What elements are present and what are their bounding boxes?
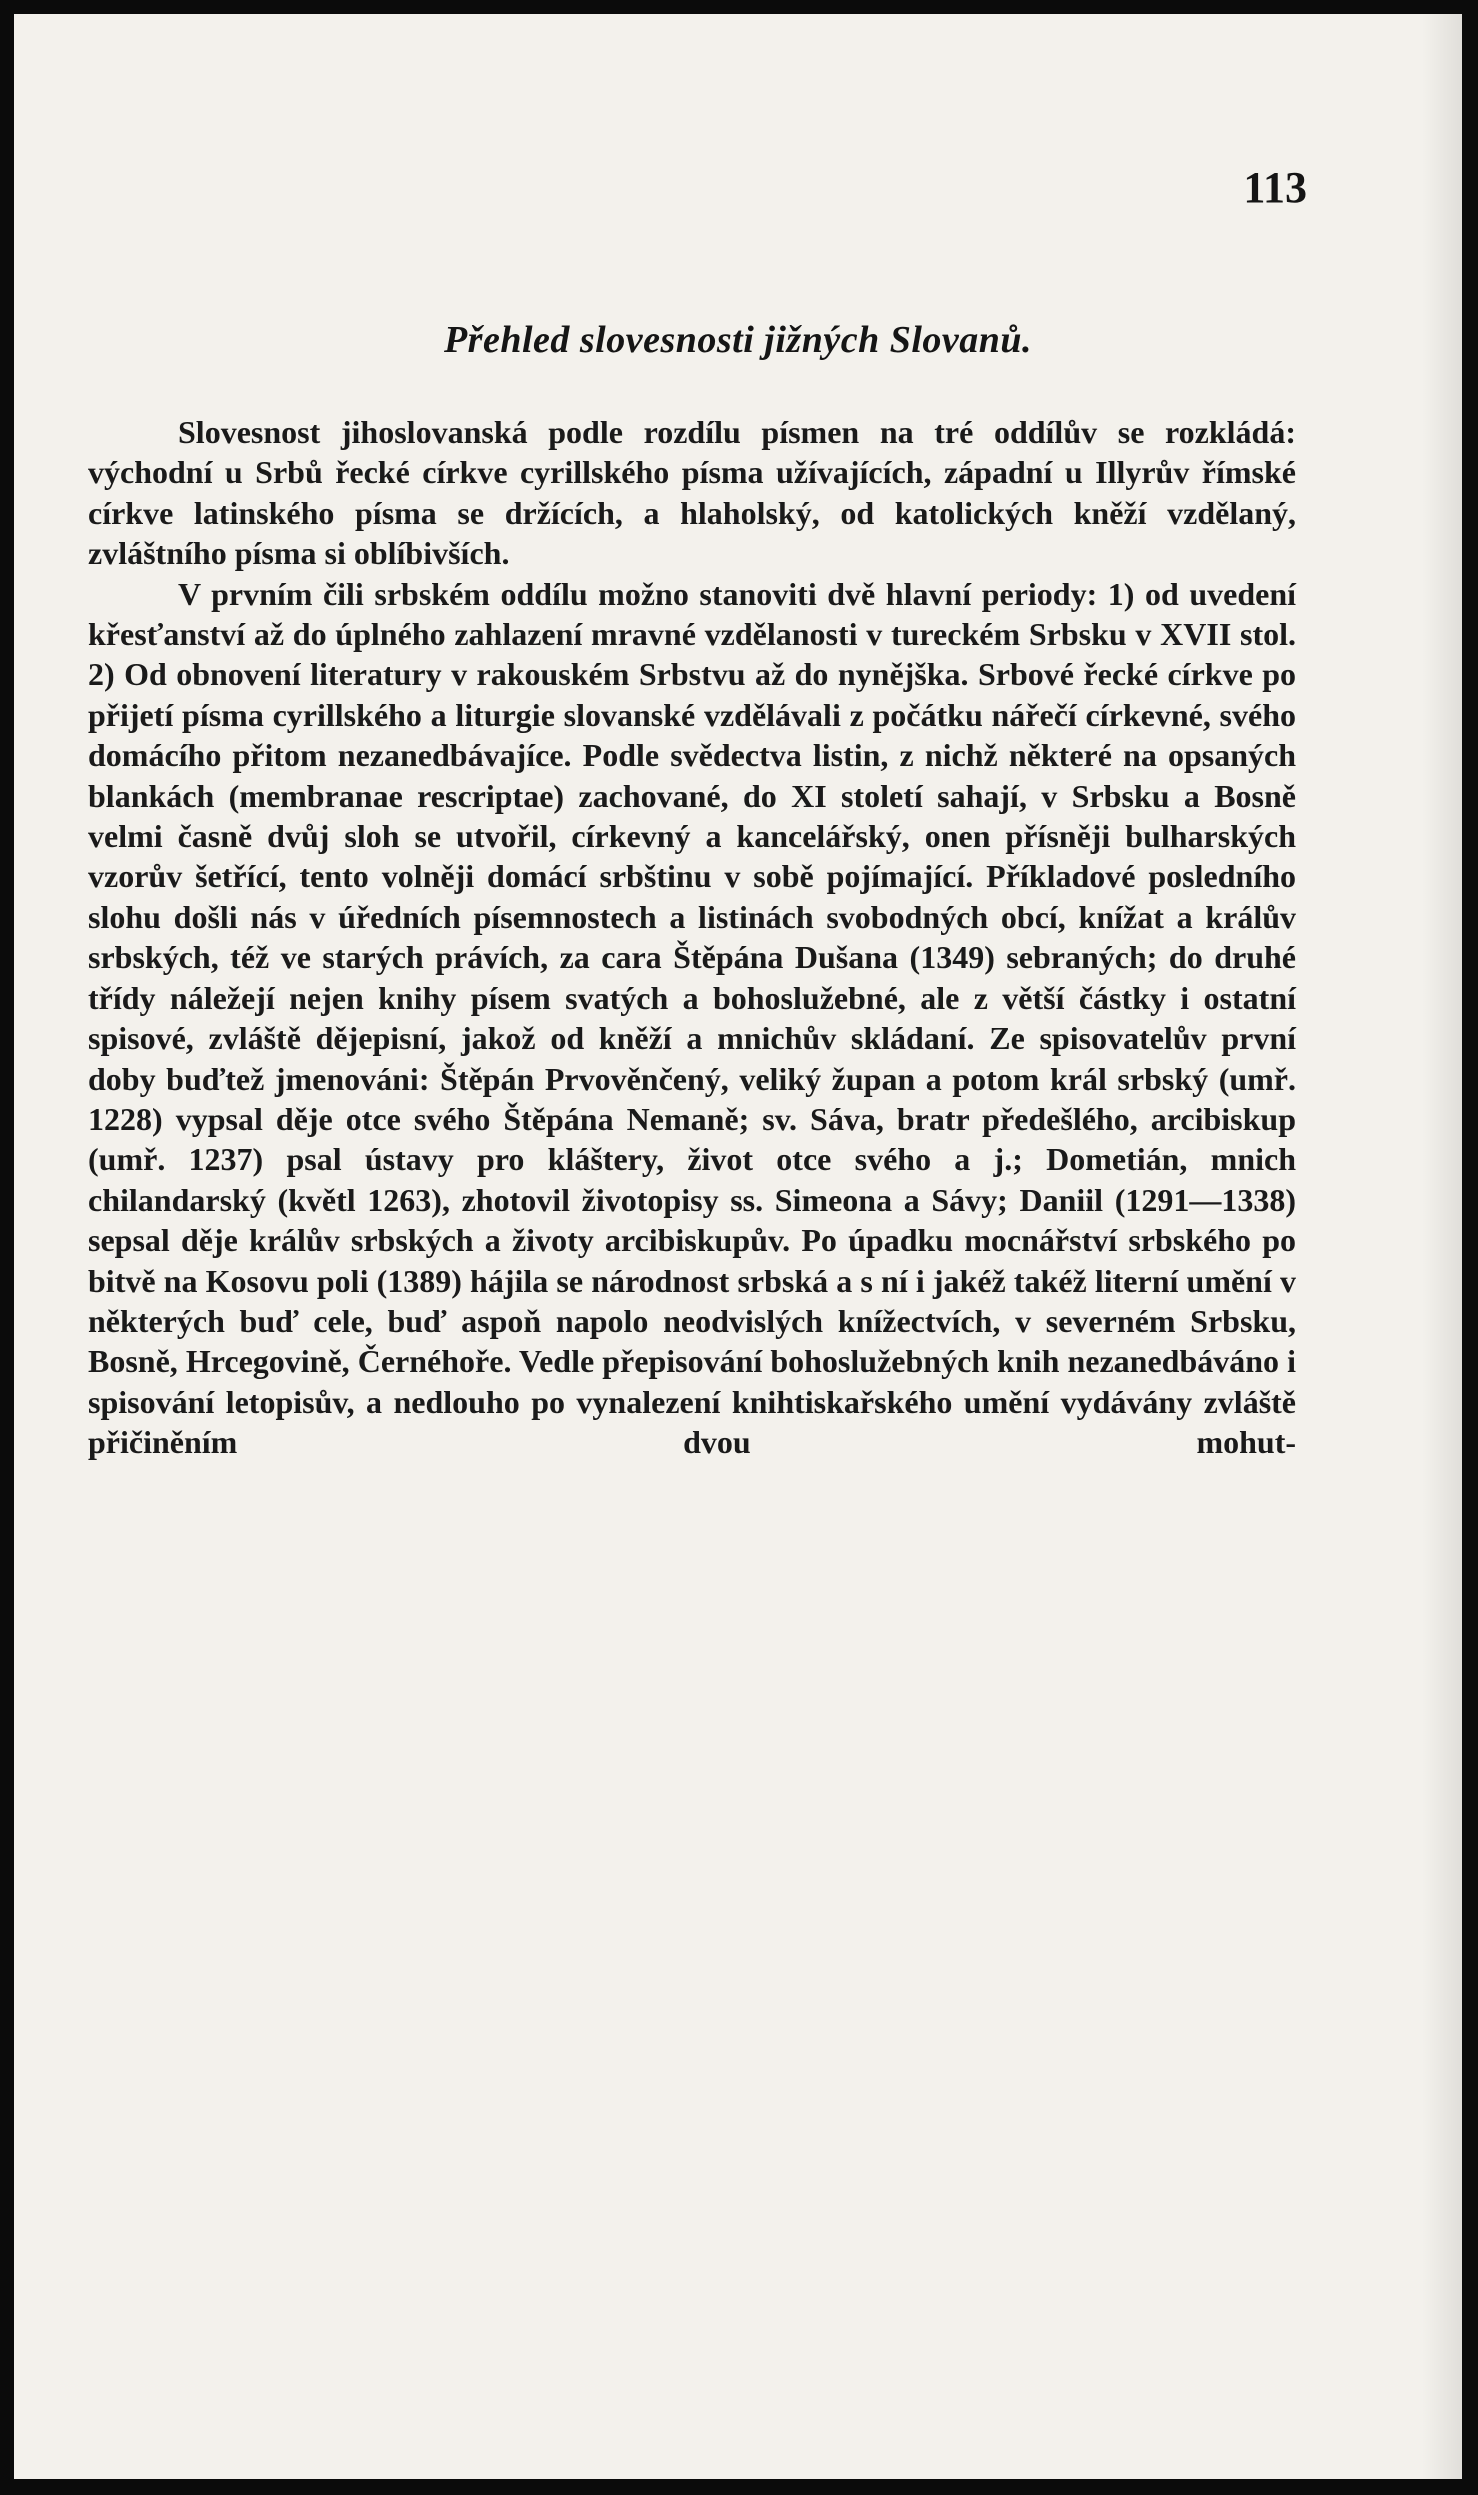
paragraph-intro: Slovesnost jihoslovanská podle rozdílu písmen na tré oddílův se rozkládá: východní u Srbů řecké církve cyrillského písma užívajících, západní u Illyrův římské církve latinského písma se držících, a hlaholský, od katolických kněží vzdělaný, zvláštního písma si oblíbivších. [88,414,1296,572]
section-heading: Přehled slovesnosti jižných Slovanů. [443,319,1033,361]
body-text [88,412,1296,1463]
book-page [14,14,1462,2479]
paragraph-serbian-section: V prvním čili srbském oddílu možno stanoviti dvě hlavní periody: 1) od uvedení křesťanství až do úplného zahlazení mravné vzdělanosti v tureckém Srbsku v XVII stol. 2) Od obnovení literatury v rakouském Srbstvu až do nynějška. Srbové řecké církve po přijetí písma cyrillského a liturgie slovanské vzdělávali z počátku nářečí církevné, svého domácího přitom nezanedbávajíce. Podle svědectva listin, z nichž některé na opsaných blankách (membranae rescriptae) zachované, do XI století sahají, v Srbsku a Bosně velmi časně dvůj sloh se utvořil, církevný a kancelářský, onen přísněji bulharských vzorův šetřící, tento volněji domácí srbštinu v sobě pojímající. Příkladové posledního slohu došli nás v úředních písemnostech a listinách svobodných obcí, knížat a králův srbských, též ve starých právích, za cara Štěpána Dušana (1349) sebraných; do druhé třídy náležejí nejen knihy písem svatých a bohoslužebné, ale z větší částky i ostatní spisové, zvláště dějepisní, jakož od kněží a mnichův skládaní. Ze spisovatelův první doby buďtež jmenováni: Štěpán Prvověnčený, veliký župan a potom král srbský (umř. 1228) vypsal děje otce svého Štěpána Nemaně; sv. Sáva, bratr předešlého, arcibiskup (umř. 1237) psal ústavy pro kláštery, život otce svého a j.; Dometián, mnich chilandarský (květl 1263), zhotovil životopisy ss. Simeona a Sávy; Daniil (1291—1338) sepsal děje králův srbských a životy arcibiskupův. Po úpadku mocnářství srbského po bitvě na Kosovu poli (1389) hájila se národnost srbská a s ní i jakéž takéž literní umění v některých buď cele, buď aspoň napolo neodvislých knížectvích, v severném Srbsku, Bosně, Hrcegovině, Černéhoře. Vedle přepisování bohoslužebných knih nezanedbáváno i spisování letopisův, a nedlouho po vynalezení knihtiskařského umění vydávány zvláště přičiněním dvou mohut- [88,575,1296,1461]
page-number: 113 [1243,163,1307,212]
page-edge-shadow [1422,14,1462,2479]
